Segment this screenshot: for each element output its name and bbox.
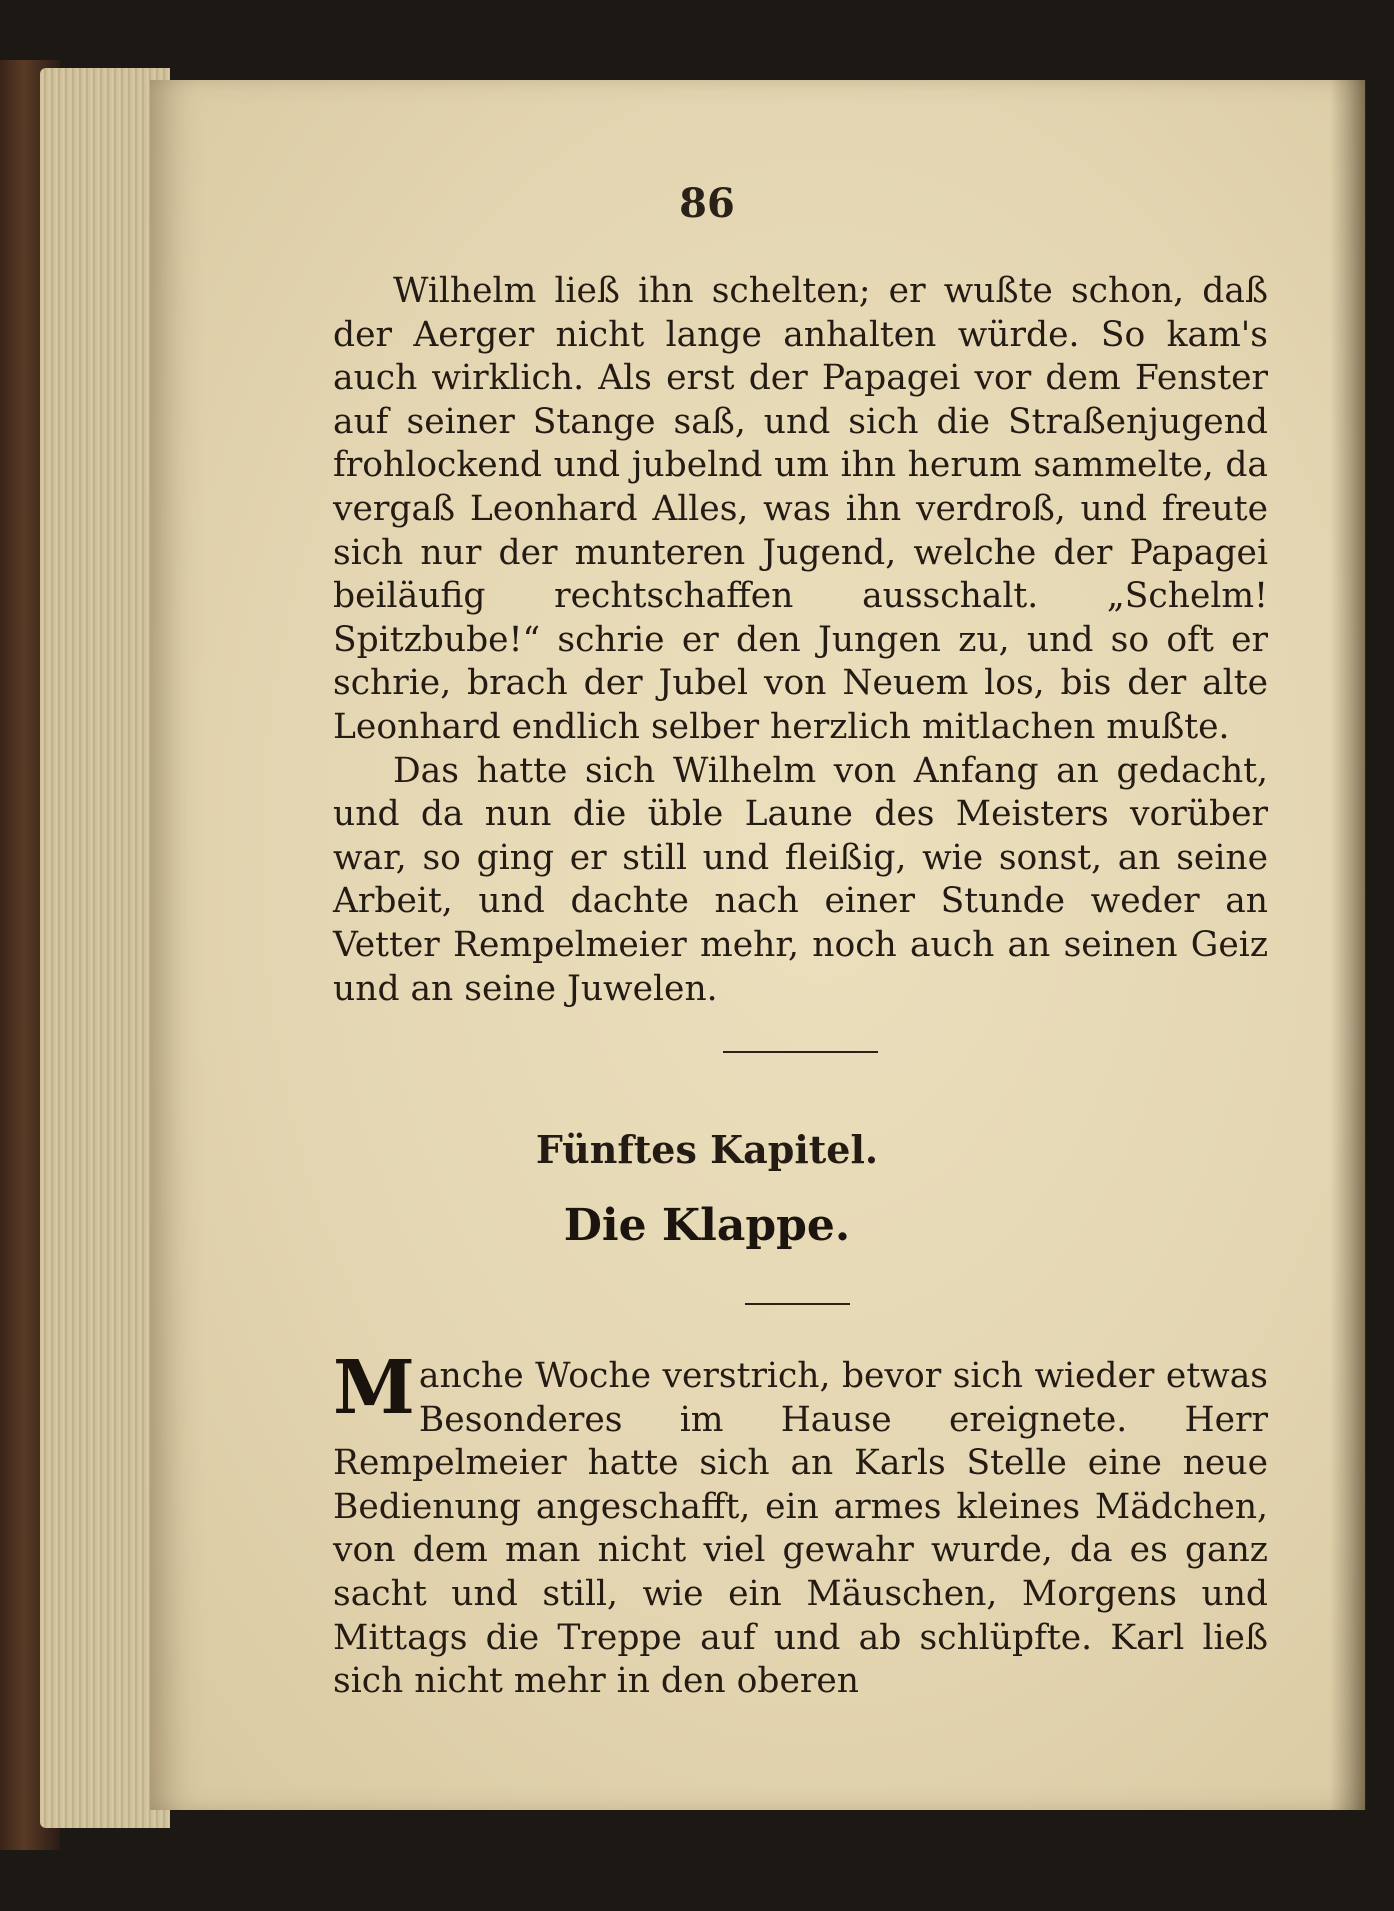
drop-cap: M [333,1345,415,1431]
chapter-label: Fünftes Kapitel. [535,1127,879,1172]
gutter-shadow [1330,80,1366,1810]
chapter-title: Die Klappe. [563,1200,851,1251]
section-divider [723,1051,878,1053]
chapter-divider [745,1303,850,1305]
page-number: 86 [679,180,735,227]
paragraph-1: Wilhelm ließ ihn schelten; er wußte schon, daß der Aerger nicht lange anhalten würde. So kam's auch wirklich. Als erst der Papagei vor dem Fenster auf seiner Stange saß, und sich die Straßenjugend frohlockend und jubelnd um ihn herum sammelte, da vergaß Leonhard Alles, was ihn verdroß, und freute sich nur der munteren Jugend, welche der Papagei beiläufig rechtschaffen ausschalt. „Schelm! Spitzbube!“ schrie er den Jungen zu, und so oft er schrie, brach der Jubel von Neuem los, bis der alte Leonhard endlich selber herzlich mitlachen mußte. [333,271,1268,747]
chapter-opening-text: anche Woche verstrich, bevor sich wieder etwas Besonderes im Hause ereignete. Herr Rempelmeier hatte sich an Karls Stelle eine neue Bedienung angeschafft, ein armes kleines Mädchen, von dem man nicht viel gewahr wurde, da es ganz sacht und still, wie ein Mäuschen, Morgens und Mittags die Treppe auf und ab schlüpfte. Karl ließ sich nicht mehr in den oberen [333,1356,1268,1702]
paragraph-2: Das hatte sich Wilhelm von Anfang an gedacht, und da nun die üble Laune des Meisters vorüber war, so ging er still und fleißig, wie sonst, an seine Arbeit, und dachte nach einer Stunde weder an Vetter Rempelmeier mehr, noch auch an seinen Geiz und an seine Juwelen. [333,750,1268,1009]
chapter-paragraph [333,1345,1268,1704]
chapter-body-text [333,1345,1268,1704]
body-text [333,270,1268,1011]
